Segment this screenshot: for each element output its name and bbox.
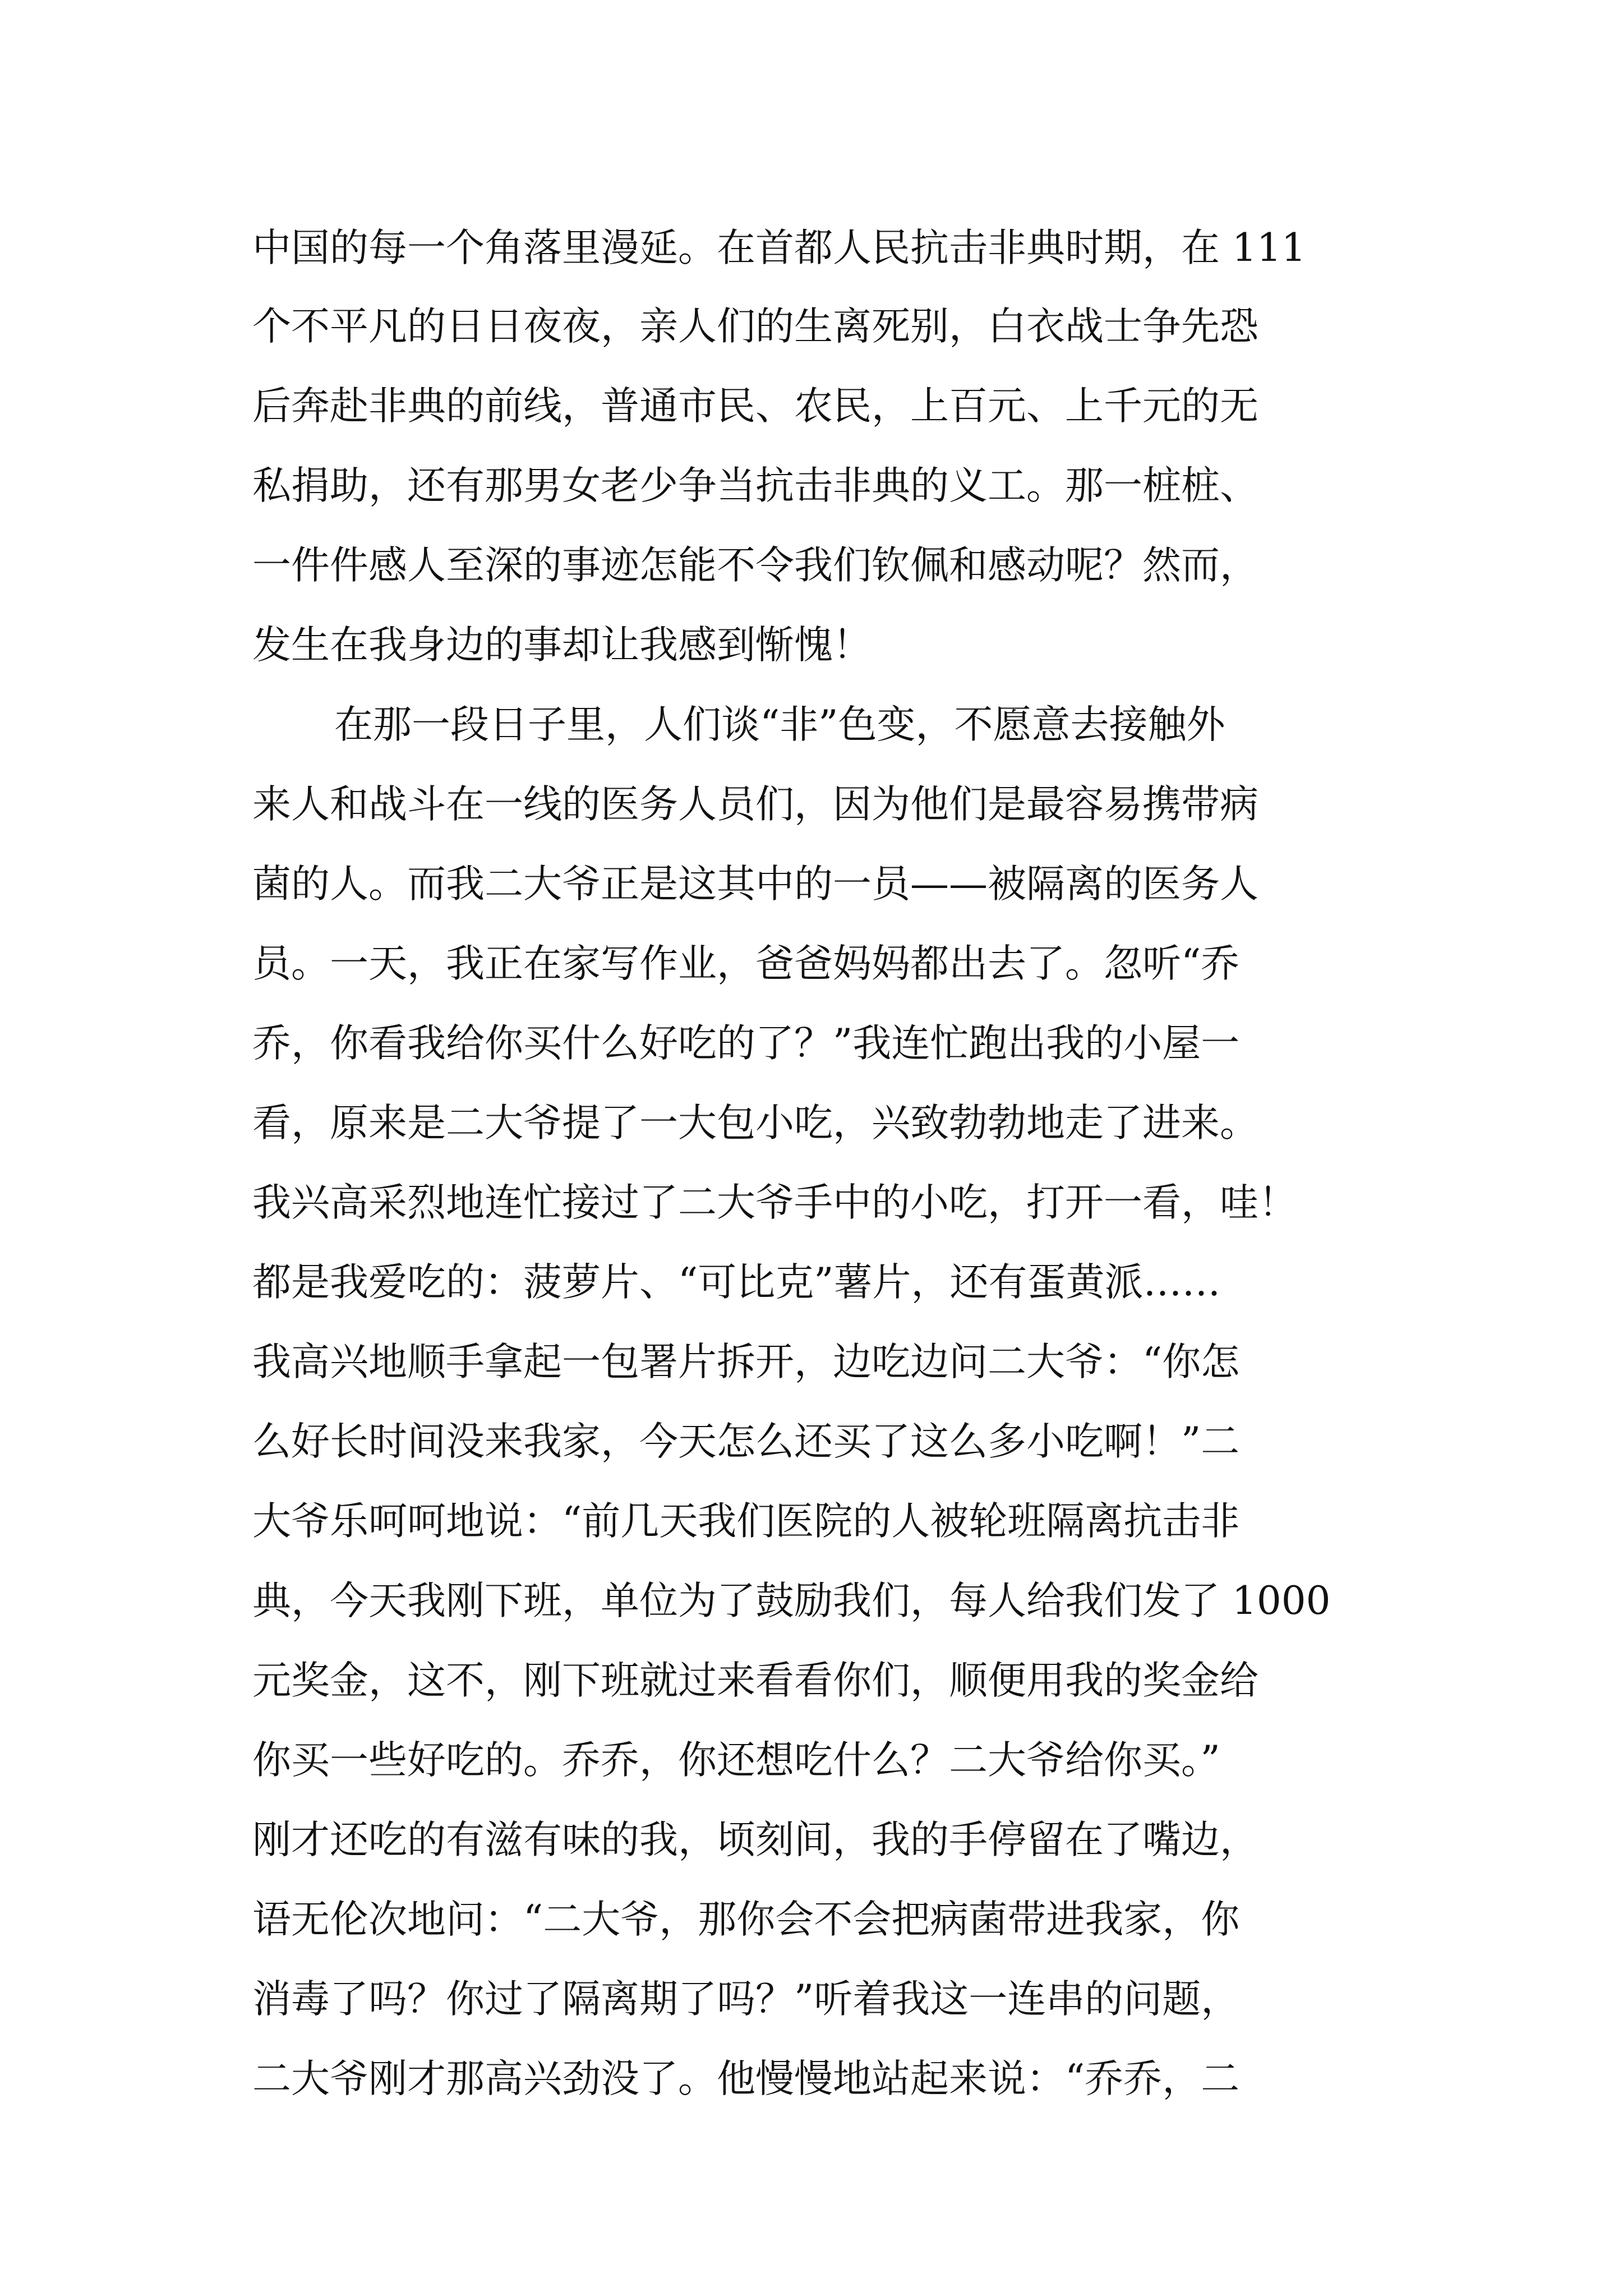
paragraph-first-line: 在那一段日子里，人们谈“非”色变，不愿意去接触外 (334, 702, 1225, 747)
text-line: 我高兴地顺手拿起一包署片拆开，边吃边问二大爷：“你怎 (252, 1340, 1240, 1384)
text-line: 看，原来是二大爷提了一大包小吃，兴致勃勃地走了进来。 (252, 1101, 1258, 1145)
text-line: 元奖金，这不，刚下班就过来看看你们，顺便用我的奖金给 (252, 1658, 1258, 1703)
text-line: 大爷乐呵呵地说：“前几天我们医院的人被轮班隔离抗击非 (252, 1499, 1240, 1544)
text-line: 菌的人。而我二大爷正是这其中的一员——被隔离的医务人 (252, 862, 1258, 907)
text-line: 二大爷刚才那高兴劲没了。他慢慢地站起来说：“乔乔，二 (252, 2056, 1240, 2101)
text-line: 么好长时间没来我家，今天怎么还买了这么多小吃啊！”二 (252, 1419, 1240, 1464)
text-line: 消毒了吗？你过了隔离期了吗？”听着我这一连串的问题， (252, 1977, 1240, 2022)
text-line: 都是我爱吃的：菠萝片、“可比克”薯片，还有蛋黄派…… (252, 1260, 1221, 1305)
text-line: 你买一些好吃的。乔乔，你还想吃什么？二大爷给你买。” (252, 1738, 1220, 1783)
text-line: 我兴高采烈地连忙接过了二大爷手中的小吃，打开一看，哇！ (252, 1180, 1297, 1225)
text-line: 语无伦次地问：“二大爷，那你会不会把病菌带进我家，你 (252, 1897, 1240, 1942)
text-line: 典，今天我刚下班，单位为了鼓励我们，每人给我们发了 1000 (252, 1579, 1331, 1623)
text-line: 乔，你看我给你买什么好吃的了？”我连忙跑出我的小屋一 (252, 1021, 1240, 1066)
text-line: 后奔赴非典的前线，普通市民、农民，上百元、上千元的无 (252, 384, 1258, 429)
text-line: 个不平凡的日日夜夜，亲人们的生离死别，白衣战士争先恐 (252, 304, 1258, 349)
text-line: 发生在我身边的事却让我感到惭愧！ (252, 623, 872, 668)
text-line: 一件件感人至深的事迹怎能不令我们钦佩和感动呢？然而， (252, 543, 1258, 588)
text-line: 员。一天，我正在家写作业，爸爸妈妈都出去了。忽听“乔 (252, 941, 1240, 986)
text-line: 中国的每一个角落里漫延。在首都人民抗击非典时期，在 111 (252, 226, 1306, 270)
text-line: 私捐助，还有那男女老少争当抗击非典的义工。那一桩桩、 (252, 463, 1258, 508)
text-line: 来人和战斗在一线的医务人员们，因为他们是最容易携带病 (252, 782, 1258, 827)
text-line: 刚才还吃的有滋有味的我，顷刻间，我的手停留在了嘴边， (252, 1818, 1258, 1862)
